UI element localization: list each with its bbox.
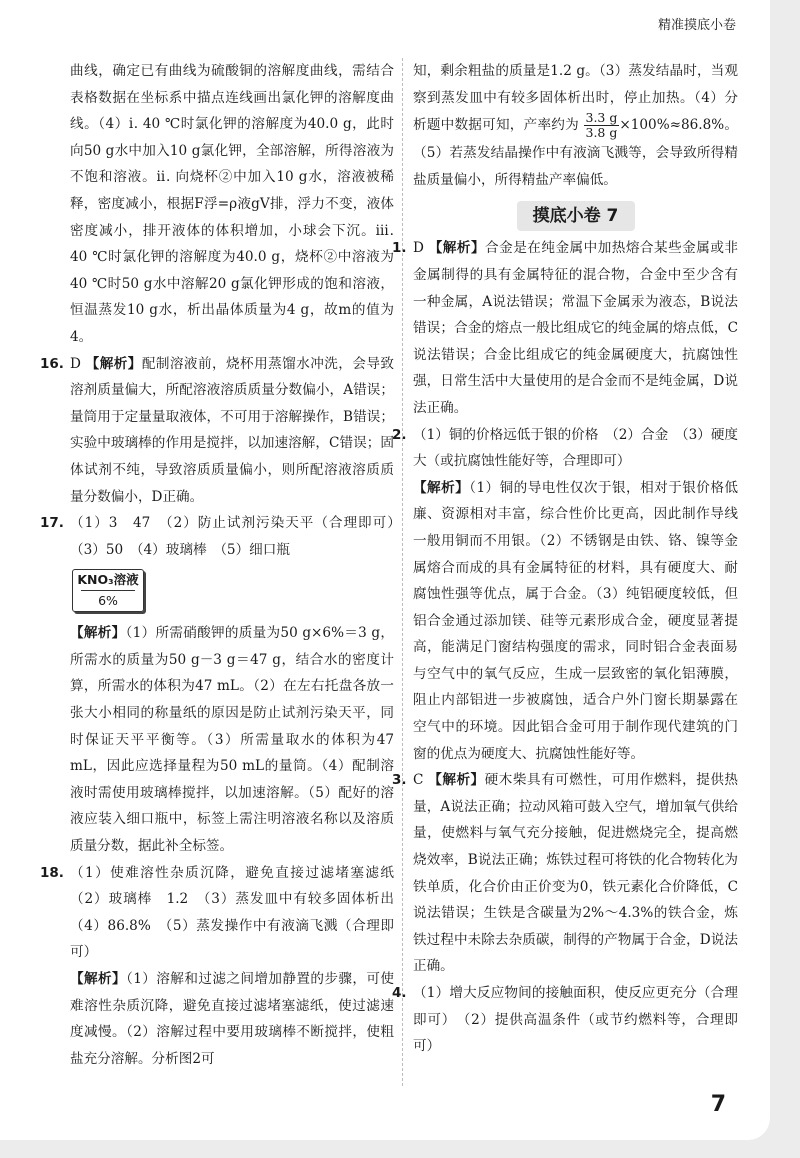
question-3: [392, 767, 739, 980]
question-17: [40, 510, 408, 860]
analysis-tag: 【解析】: [428, 240, 486, 257]
analysis-text: 硬木柴具有可燃性，可用作燃料，提供热量，A说法正确；拉动风箱可鼓入空气，增加氧气供给量，使燃料与氧气充分接触，促进燃烧完全，提高燃烧效率，B说法正确；炼铁过程可将铁的化合物转化为铁单质，化合价由正价变为0，铁元素化合价降低，C说法错误；生铁是含碳量为2%～4.3%的铁合金，炼铁过程中未除去杂质碳，制得的产物属于合金，D说法正确。: [413, 772, 739, 975]
answer: （1）增大反应物间的接触面积，使反应更充分（合理即可） （2）提供高温条件（或节约燃料等，合理即可）: [413, 985, 738, 1055]
analysis-tag: 【解析】: [85, 355, 142, 372]
answer: C: [413, 772, 424, 789]
label-solution-name: KNO₃溶液: [77, 572, 139, 588]
page-number: 7: [710, 1092, 726, 1117]
analysis-text: （1）所需硝酸钾的质量为50 g×6%＝3 g，所需水的质量为50 g－3 g＝47 g，结合水的密度计算，所需水的体积为47 mL。（2）在左右托盘各放一张大小相同的称量纸的原因是防止试剂污染天平，同时保证天平平衡等。（3）所需量取水的体积为47 mL，因此应选择量程为50 mL的量筒。（4）配制溶液时需使用玻璃棒搅拌，以加速溶解。（5）配好的溶液应装入细口瓶中，标签上需注明溶液名称以及溶质质量分数，据此补全标签。: [70, 625, 395, 855]
question-18: [40, 860, 408, 1073]
yield-fraction: [584, 111, 620, 140]
continued-text: 曲线，确定已有曲线为硫酸铜的溶解度曲线，需结合表格数据在坐标系中描点连线画出氯化钾的溶解度曲线。（4）ⅰ. 40 ℃时氯化钾的溶解度为40.0 g，此时向50 g水中加入10 g氯化钾，全部溶解，所得溶液为不饱和溶液。ⅱ. 向烧杯②中加入10 g水，溶液被稀释，密度减小，根据F浮=ρ液gV排，浮力不变，液体密度减小，排开液体的体积增加，小球会下沉。ⅲ. 40 ℃时氯化钾的溶解度为40.0 g，烧杯②中溶液为40 ℃时50 g水中溶解20 g氯化钾形成的饱和溶液，恒温蒸发10 g水，析出晶体质量为4 g，故m的值为4。: [70, 63, 394, 345]
answer: （1）使难溶性杂质沉降，避免直接过滤堵塞滤纸 （2）玻璃棒 1.2 （3）蒸发皿中有较多固体析出 （4）86.8% （5）蒸发操作中有液滴飞溅（合理即可）: [70, 864, 408, 961]
analysis-text: 合金是在纯金属中加热熔合某些金属或非金属制得的具有金属特征的混合物，合金中至少含有一种金属，A说法错误；常温下金属汞为液态，B说法错误；合金的熔点一般比组成它的纯金属的熔点低，C说法错误；合金比组成它的纯金属硬度大，抗腐蚀性强，日常生活中大量使用的是合金而不是纯金属，D说法正确。: [413, 240, 739, 416]
question-2: [392, 422, 739, 768]
analysis-text: 配制溶液前，烧杯用蒸馏水冲洗，会导致溶剂质量偏大，所配溶液溶质质量分数偏小，A错误；量筒用于定量量取液体，不可用于溶解操作，B错误；实验中玻璃棒的作用是搅拌，以加速溶解，C错误；固体试剂不纯，导致溶质质量偏小，则所配溶液溶质质量分数偏小，D正确。: [70, 355, 394, 505]
answer: （1）铜的价格远低于银的价格 （2）合金 （3）硬度大（或抗腐蚀性能好等，合理即可）: [413, 426, 739, 470]
right-column: [392, 58, 739, 1060]
question-4: [392, 980, 738, 1060]
label-concentration: 6%: [81, 590, 135, 611]
question-number: 1.: [392, 240, 407, 257]
question-number: 4.: [392, 985, 407, 1001]
analysis-tag: 【解析】: [70, 971, 127, 987]
answer: D: [413, 240, 424, 257]
analysis-tag: 【解析】: [428, 772, 485, 789]
analysis-tag: 【解析】: [70, 625, 126, 642]
header-title: 精准摸底小卷: [657, 18, 736, 33]
question-number: 3.: [392, 772, 407, 789]
left-column: [40, 58, 408, 1072]
fraction-denominator: 3.8 g: [585, 125, 618, 141]
analysis-text: （1）溶解和过滤之间增加静置的步骤，可使难溶性杂质沉降，避免直接过滤堵塞滤纸，使过滤速度减慢。（2）溶解过程中要用玻璃棒不断搅拌，使粗盐充分溶解。分析图2可: [70, 971, 394, 1067]
reagent-label: [72, 569, 144, 612]
question-number: 17.: [40, 515, 64, 532]
fraction-numerator: 3.3 g: [585, 110, 618, 126]
question-number: 18.: [40, 864, 64, 881]
question-1: [392, 235, 739, 421]
section-title: 摸底小卷 7: [517, 201, 635, 231]
question-number: 2.: [392, 426, 407, 443]
question-16: [40, 351, 394, 511]
answer: （1）3 47 （2）防止试剂污染天平（合理即可） （3）50 （4）玻璃棒 （5）细口瓶: [70, 515, 408, 558]
continued-text: 知，剩余粗盐的质量是1.2 g。（3）蒸发结晶时，当观察到蒸发皿中有较多固体析出时，停止加热。（4）分析题中数据可知，产率约为 $\frac{3.3 g}{3.8 g}$ ×100%≈86.8%。（5）若蒸发结晶操作中有液滴飞溅等，会导致所得精盐质量偏小，所得精盐产率偏低。: [413, 63, 739, 188]
analysis-tag: 【解析】: [413, 479, 470, 496]
column-divider: [402, 58, 403, 1086]
answer: D: [70, 355, 81, 372]
question-number: 16.: [40, 355, 64, 372]
analysis-text: （1）铜的导电性仅次于银，相对于银价格低廉、资源相对丰富，综合性价比更高，因此制作导线一般用铜而不用银。（2）不锈钢是由铁、铬、镍等金属熔合而成的具有金属特征的材料，具有硬度大、耐腐蚀性强等优点，属于合金。（3）纯铝硬度较低，但铝合金通过添加镁、硅等元素形成合金，硬度显著提高，能满足门窗结构强度的需求，同时铝合金表面易与空气中的氧气反应，生成一层致密的氧化铝薄膜，阻止内部铝进一步被腐蚀，适合户外门窗长期暴露在空气中的环境。因此铝合金可用于制作现代建筑的门窗的优点为硬度大、抗腐蚀性能好等。: [413, 479, 738, 762]
